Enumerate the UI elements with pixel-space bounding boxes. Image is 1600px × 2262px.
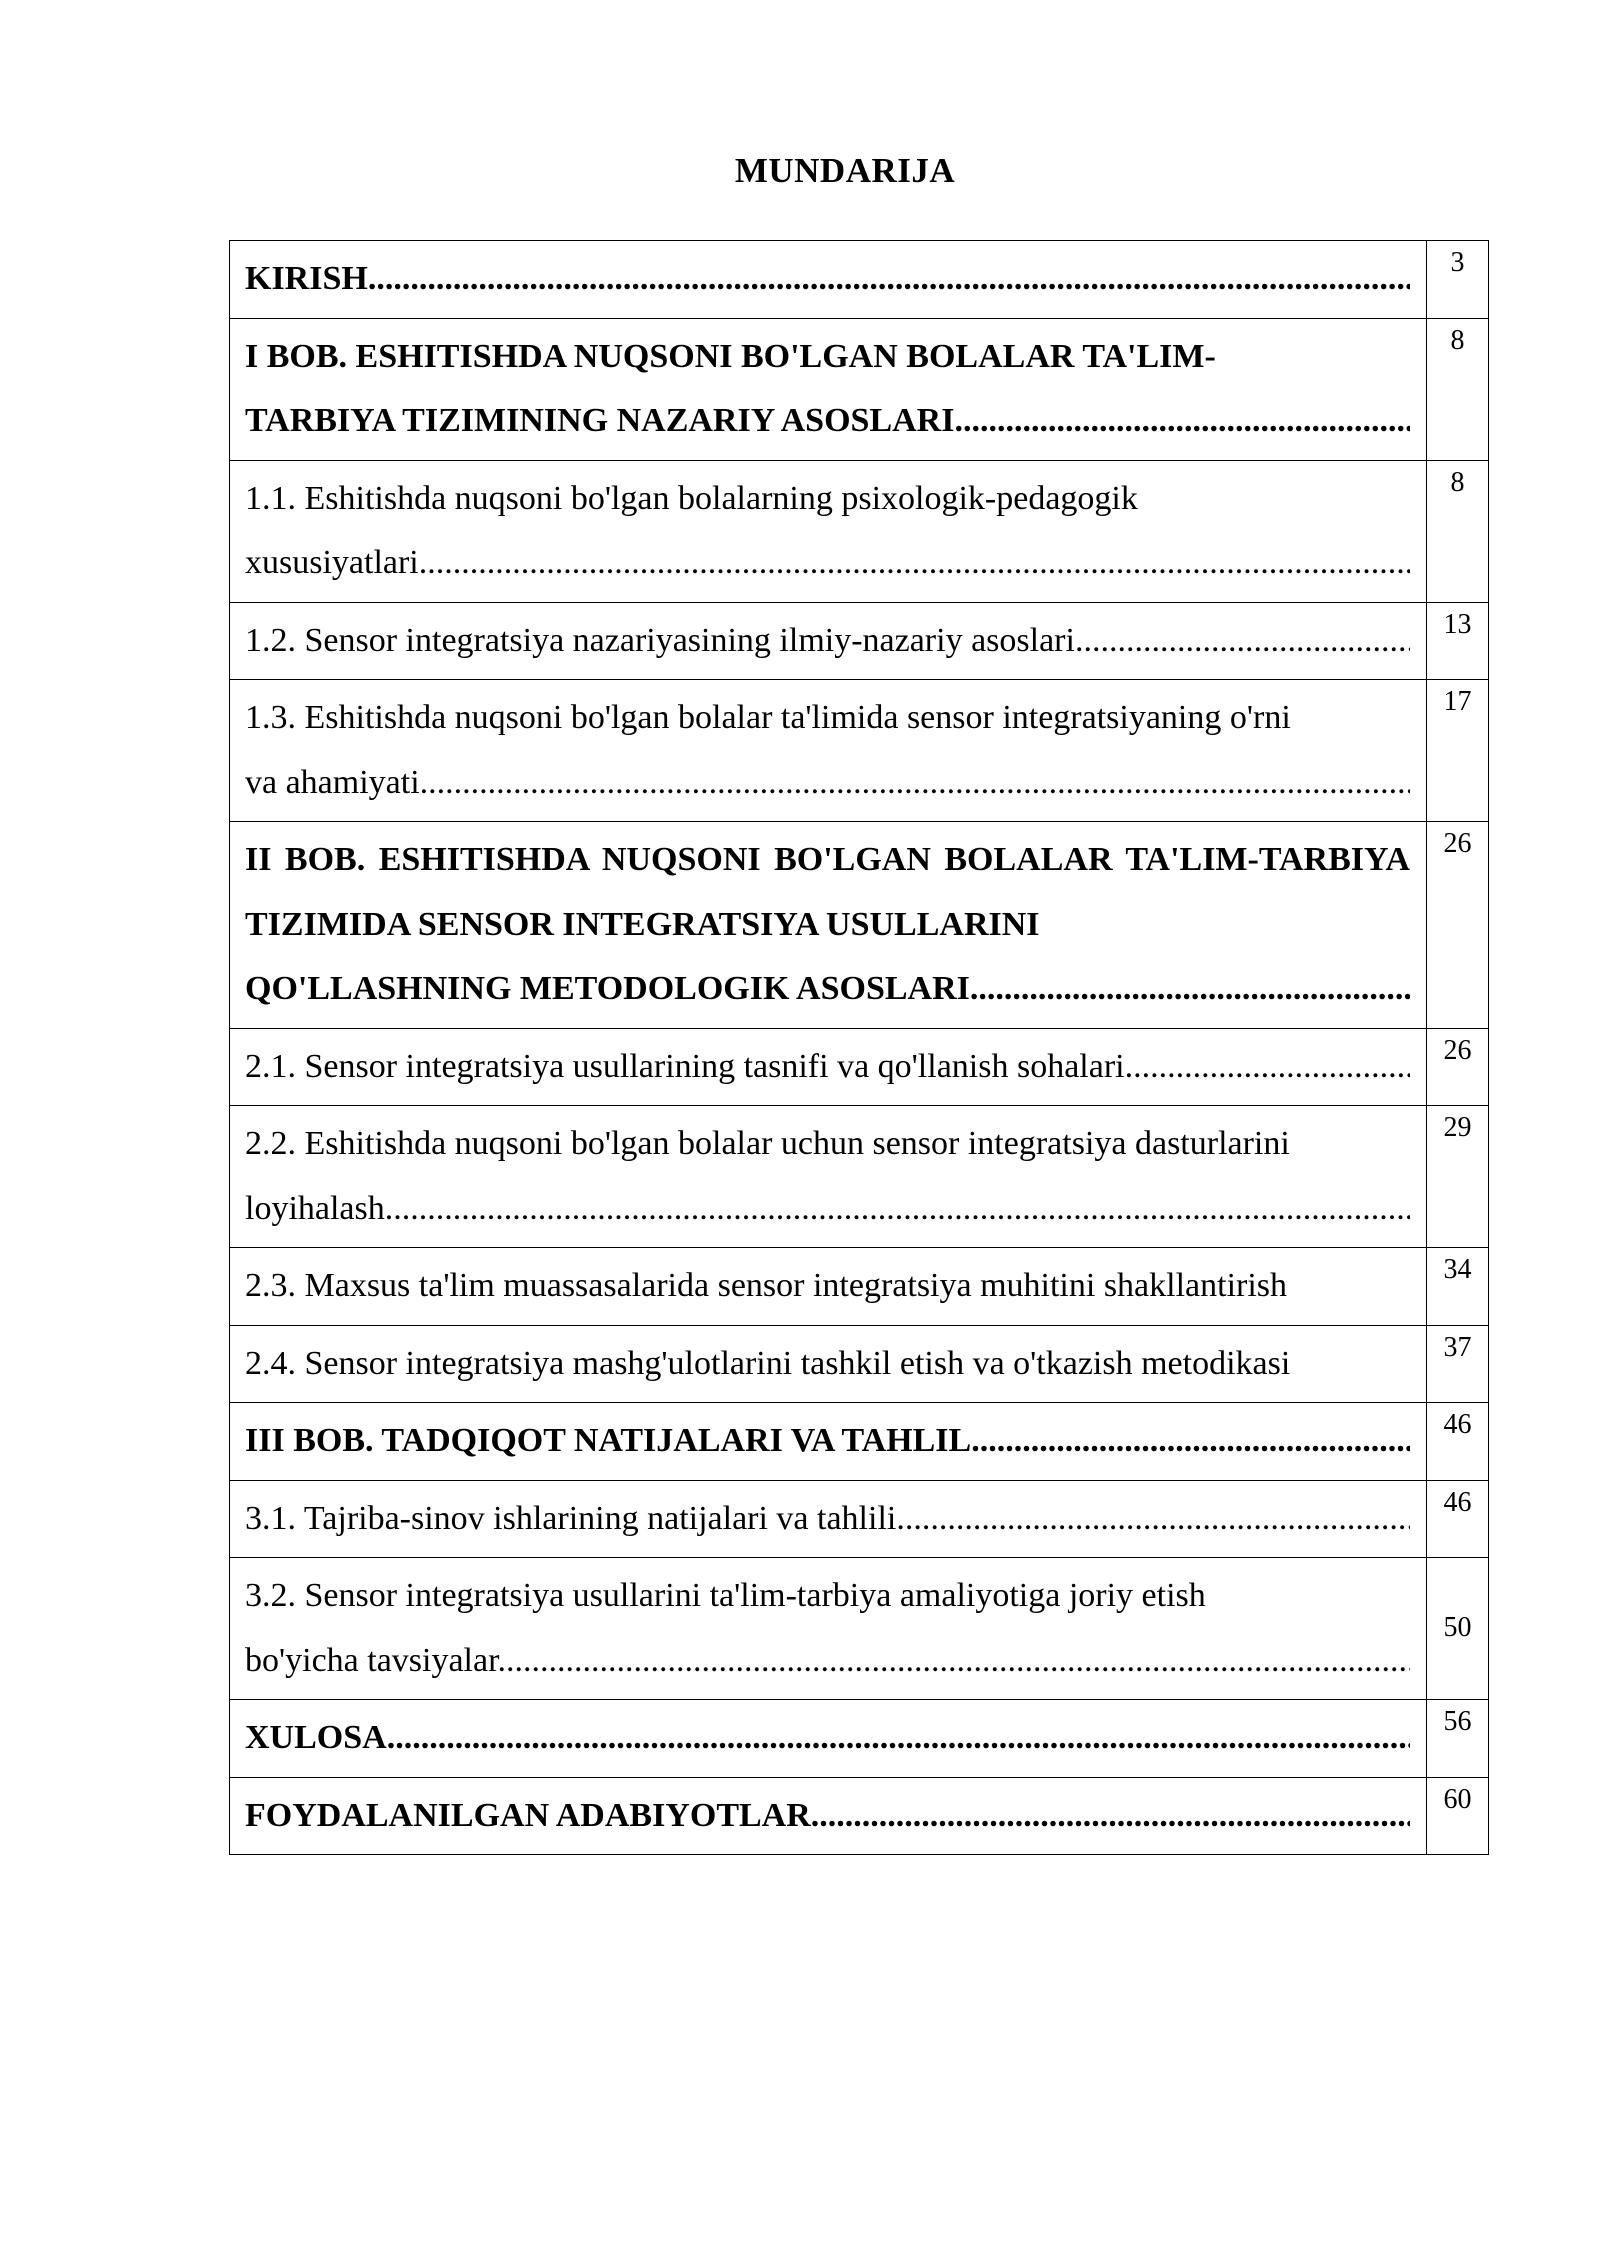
toc-entry [230, 602, 1427, 680]
toc-entry [230, 1028, 1427, 1106]
toc-page-number: 37 [1427, 1325, 1489, 1403]
toc-entry [230, 1248, 1427, 1326]
toc-page-number: 29 [1427, 1106, 1489, 1248]
toc-entry [230, 1700, 1427, 1778]
table-of-contents [229, 240, 1489, 1855]
toc-entry [230, 680, 1427, 822]
toc-entry [230, 1325, 1427, 1403]
toc-row [230, 680, 1489, 822]
toc-row [230, 822, 1489, 1029]
toc-entry [230, 1106, 1427, 1248]
toc-row [230, 1106, 1489, 1248]
toc-row [230, 1700, 1489, 1778]
toc-page-number: 46 [1427, 1403, 1489, 1481]
toc-entry-title: XULOSA ..... [245, 1706, 1410, 1771]
toc-row [230, 1558, 1489, 1700]
toc-page-number: 26 [1427, 1028, 1489, 1106]
toc-entry-title: 2.3. Maxsus ta'lim muassasalarida sensor integratsiya muhitini shakllantirish [245, 1267, 1288, 1304]
toc-page-number: 34 [1427, 1248, 1489, 1326]
toc-row [230, 1028, 1489, 1106]
toc-row [230, 1480, 1489, 1558]
toc-entry [230, 318, 1427, 460]
toc-row [230, 318, 1489, 460]
toc-entry [230, 1480, 1427, 1558]
toc-page-number: 46 [1427, 1480, 1489, 1558]
toc-entry [230, 1558, 1427, 1700]
toc-entry-lead: II BOB. ESHITISHDA NUQSONI BO'LGAN BOLALAR TA'LIM-TARBIYA TIZIMIDA SENSOR INTEGRATSIYA USULLARINI [245, 841, 1410, 943]
toc-entry-title: va ahamiyati ..... [245, 751, 1410, 816]
toc-page-number: 26 [1427, 822, 1489, 1029]
toc-entry-title: bo'yicha tavsiyalar ..... [245, 1629, 1410, 1694]
toc-entry [230, 822, 1427, 1029]
toc-entry [230, 1403, 1427, 1481]
toc-entry-lead: 1.1. Eshitishda nuqsoni bo'lgan bolalarning psixologik-pedagogik [245, 479, 1138, 517]
toc-page-number: 8 [1427, 460, 1489, 602]
toc-entry-title: TARBIYA TIZIMINING NAZARIY ASOSLARI ..... [245, 389, 1410, 454]
toc-row [230, 1777, 1489, 1855]
toc-page-number: 13 [1427, 602, 1489, 680]
toc-row [230, 241, 1489, 319]
toc-entry-title: 3.1. Tajriba-sinov ishlarining natijalari va tahlili ..... [245, 1487, 1410, 1552]
toc-entry [230, 460, 1427, 602]
toc-row [230, 460, 1489, 602]
toc-page-number: 17 [1427, 680, 1489, 822]
toc-row [230, 1403, 1489, 1481]
toc-entry-lead: 2.2. Eshitishda nuqsoni bo'lgan bolalar uchun sensor integratsiya dasturlarini [245, 1125, 1290, 1162]
page-title: MUNDARIJA [734, 151, 956, 190]
toc-entry-title: 2.4. Sensor integratsiya mashg'ulotlarini tashkil etish va o'tkazish metodikasi [245, 1344, 1291, 1382]
toc-entry-title: 2.1. Sensor integratsiya usullarining tasnifi va qo'llanish sohalari ..... [245, 1035, 1410, 1100]
toc-entry-lead: 1.3. Eshitishda nuqsoni bo'lgan bolalar ta'limida sensor integratsiyaning o'rni [245, 699, 1291, 736]
toc-page-number: 8 [1427, 318, 1489, 460]
toc-row [230, 1248, 1489, 1326]
toc-entry-lead: 3.2. Sensor integratsiya usullarini ta'lim-tarbiya amaliyotiga joriy etish [245, 1577, 1206, 1614]
toc-page-number: 50 [1427, 1558, 1489, 1700]
toc-entry-title: xususiyatlari ..... [245, 531, 1410, 596]
toc-entry-title: loyihalash ..... [245, 1177, 1410, 1242]
toc-page-number: 60 [1427, 1777, 1489, 1855]
toc-entry-title: III BOB. TADQIQOT NATIJALARI VA TAHLIL ..... [245, 1409, 1410, 1474]
toc-body [230, 241, 1489, 1855]
toc-entry-title: FOYDALANILGAN ADABIYOTLAR ..... [245, 1784, 1410, 1849]
toc-entry-title: 1.2. Sensor integratsiya nazariyasining ilmiy-nazariy asoslari ..... [245, 609, 1410, 674]
toc-page-number: 3 [1427, 241, 1489, 319]
toc-entry-title: KIRISH ..... [245, 247, 1410, 312]
toc-page-number: 56 [1427, 1700, 1489, 1778]
toc-row [230, 602, 1489, 680]
toc-entry-lead: I BOB. ESHITISHDA NUQSONI BO'LGAN BOLALAR TA'LIM- [245, 337, 1216, 375]
toc-entry-title: QO'LLASHNING METODOLOGIK ASOSLARI ..... [245, 957, 1410, 1022]
toc-entry [230, 1777, 1427, 1855]
toc-row [230, 1325, 1489, 1403]
toc-entry [230, 241, 1427, 319]
